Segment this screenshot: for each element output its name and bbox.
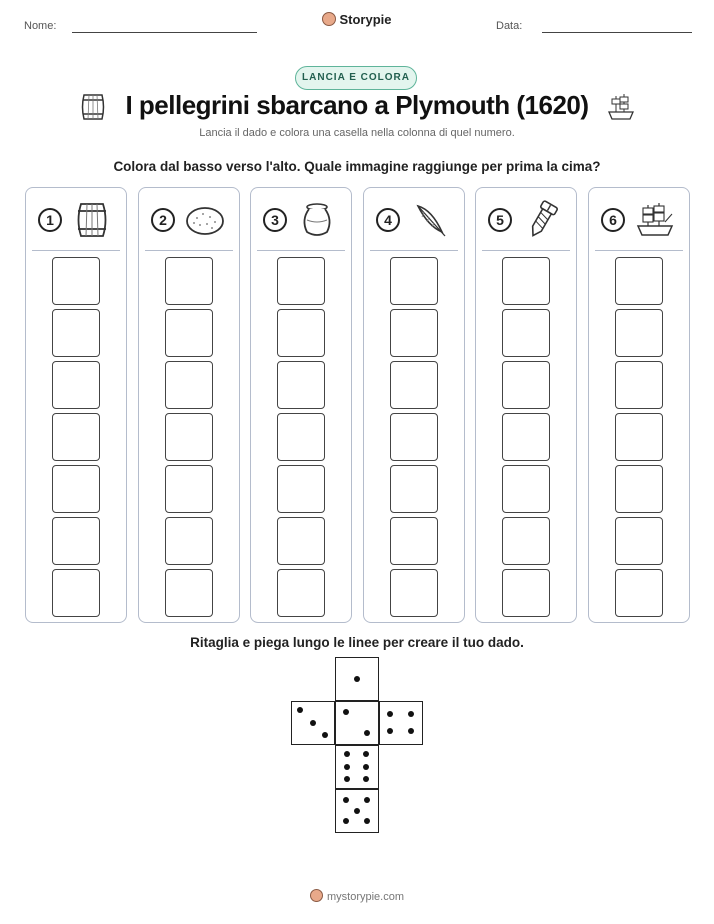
brand-name: Storypie bbox=[339, 12, 392, 27]
color-box[interactable] bbox=[165, 413, 213, 461]
die-pip bbox=[344, 751, 350, 757]
column-5 bbox=[475, 187, 577, 623]
die-pip bbox=[387, 711, 393, 717]
die-pip bbox=[363, 764, 369, 770]
color-box[interactable] bbox=[52, 257, 100, 305]
brand-logo bbox=[0, 12, 714, 27]
instruction-top: Colora dal basso verso l'alto. Quale immagine raggiunge per prima la cima? bbox=[113, 159, 601, 174]
die-pip bbox=[364, 730, 370, 736]
color-box[interactable] bbox=[277, 413, 325, 461]
storypie-logo-icon bbox=[322, 12, 336, 26]
die-face-6 bbox=[335, 745, 379, 789]
instruction-die: Ritaglia e piega lungo le linee per creare il tuo dado. bbox=[190, 635, 524, 650]
column-divider bbox=[32, 250, 120, 251]
column-2 bbox=[138, 187, 240, 623]
column-number: 3 bbox=[263, 208, 287, 232]
color-box[interactable] bbox=[502, 361, 550, 409]
die-pip bbox=[310, 720, 316, 726]
date-label: Data: bbox=[496, 20, 523, 32]
color-box[interactable] bbox=[165, 257, 213, 305]
ship-icon bbox=[635, 200, 675, 240]
color-box[interactable] bbox=[52, 361, 100, 409]
color-box[interactable] bbox=[615, 257, 663, 305]
column-number: 2 bbox=[151, 208, 175, 232]
color-box[interactable] bbox=[390, 309, 438, 357]
column-divider bbox=[257, 250, 345, 251]
column-1 bbox=[25, 187, 127, 623]
color-box[interactable] bbox=[277, 517, 325, 565]
color-box[interactable] bbox=[502, 413, 550, 461]
die-pip bbox=[364, 818, 370, 824]
storypie-logo-icon bbox=[310, 889, 323, 902]
color-box[interactable] bbox=[615, 465, 663, 513]
die-pip bbox=[297, 707, 303, 713]
feather-icon bbox=[410, 200, 450, 240]
die-pip bbox=[354, 676, 360, 682]
die-face-4 bbox=[379, 701, 423, 745]
color-box[interactable] bbox=[52, 413, 100, 461]
column-number: 1 bbox=[38, 208, 62, 232]
color-box[interactable] bbox=[277, 309, 325, 357]
die-pip bbox=[408, 711, 414, 717]
color-box[interactable] bbox=[165, 517, 213, 565]
die-pip bbox=[364, 797, 370, 803]
color-box[interactable] bbox=[52, 569, 100, 617]
color-box[interactable] bbox=[52, 309, 100, 357]
date-line[interactable] bbox=[542, 32, 692, 33]
die-pip bbox=[354, 808, 360, 814]
name-line[interactable] bbox=[72, 32, 257, 33]
bread-icon bbox=[185, 200, 225, 240]
column-3 bbox=[250, 187, 352, 623]
die-face-1 bbox=[335, 657, 379, 701]
column-divider bbox=[145, 250, 233, 251]
color-box[interactable] bbox=[615, 361, 663, 409]
color-box[interactable] bbox=[390, 413, 438, 461]
color-box[interactable] bbox=[52, 465, 100, 513]
color-box[interactable] bbox=[615, 517, 663, 565]
color-box[interactable] bbox=[390, 257, 438, 305]
die-pip bbox=[322, 732, 328, 738]
color-box[interactable] bbox=[165, 309, 213, 357]
color-box[interactable] bbox=[277, 465, 325, 513]
die-pip bbox=[343, 797, 349, 803]
color-box[interactable] bbox=[502, 309, 550, 357]
color-box[interactable] bbox=[390, 517, 438, 565]
footer-url: mystorypie.com bbox=[326, 891, 405, 903]
column-divider bbox=[595, 250, 683, 251]
color-box[interactable] bbox=[277, 361, 325, 409]
color-box[interactable] bbox=[502, 517, 550, 565]
die-pip bbox=[408, 728, 414, 734]
die-face-3 bbox=[291, 701, 335, 745]
die-pip bbox=[344, 776, 350, 782]
color-box[interactable] bbox=[52, 517, 100, 565]
color-box[interactable] bbox=[390, 361, 438, 409]
die-pip bbox=[363, 776, 369, 782]
name-label: Nome: bbox=[24, 20, 57, 32]
page-subtitle: Lancia il dado e colora una casella nella colonna di quel numero. bbox=[199, 127, 515, 139]
die-pip bbox=[343, 709, 349, 715]
die-face-5 bbox=[335, 789, 379, 833]
column-6 bbox=[588, 187, 690, 623]
color-box[interactable] bbox=[502, 465, 550, 513]
screw-icon bbox=[522, 200, 562, 240]
color-box[interactable] bbox=[615, 309, 663, 357]
die-face-2 bbox=[335, 701, 379, 745]
column-4 bbox=[363, 187, 465, 623]
color-box[interactable] bbox=[502, 257, 550, 305]
color-box[interactable] bbox=[277, 257, 325, 305]
activity-badge: LANCIA E COLORA bbox=[295, 66, 417, 90]
column-divider bbox=[370, 250, 458, 251]
color-box[interactable] bbox=[390, 569, 438, 617]
color-box[interactable] bbox=[502, 569, 550, 617]
color-box[interactable] bbox=[277, 569, 325, 617]
color-box[interactable] bbox=[165, 465, 213, 513]
color-box[interactable] bbox=[390, 465, 438, 513]
column-number: 5 bbox=[488, 208, 512, 232]
footer bbox=[0, 889, 714, 903]
page-title: I pellegrini sbarcano a Plymouth (1620) bbox=[125, 90, 589, 120]
ship-icon bbox=[606, 92, 636, 122]
color-box[interactable] bbox=[615, 569, 663, 617]
barrel-icon bbox=[72, 200, 112, 240]
column-divider bbox=[482, 250, 570, 251]
die-pip bbox=[363, 751, 369, 757]
pot-icon bbox=[297, 200, 337, 240]
die-pip bbox=[344, 764, 350, 770]
die-pip bbox=[387, 728, 393, 734]
color-box[interactable] bbox=[165, 569, 213, 617]
die-pip bbox=[343, 818, 349, 824]
column-number: 4 bbox=[376, 208, 400, 232]
column-number: 6 bbox=[601, 208, 625, 232]
color-box[interactable] bbox=[165, 361, 213, 409]
color-box[interactable] bbox=[615, 413, 663, 461]
